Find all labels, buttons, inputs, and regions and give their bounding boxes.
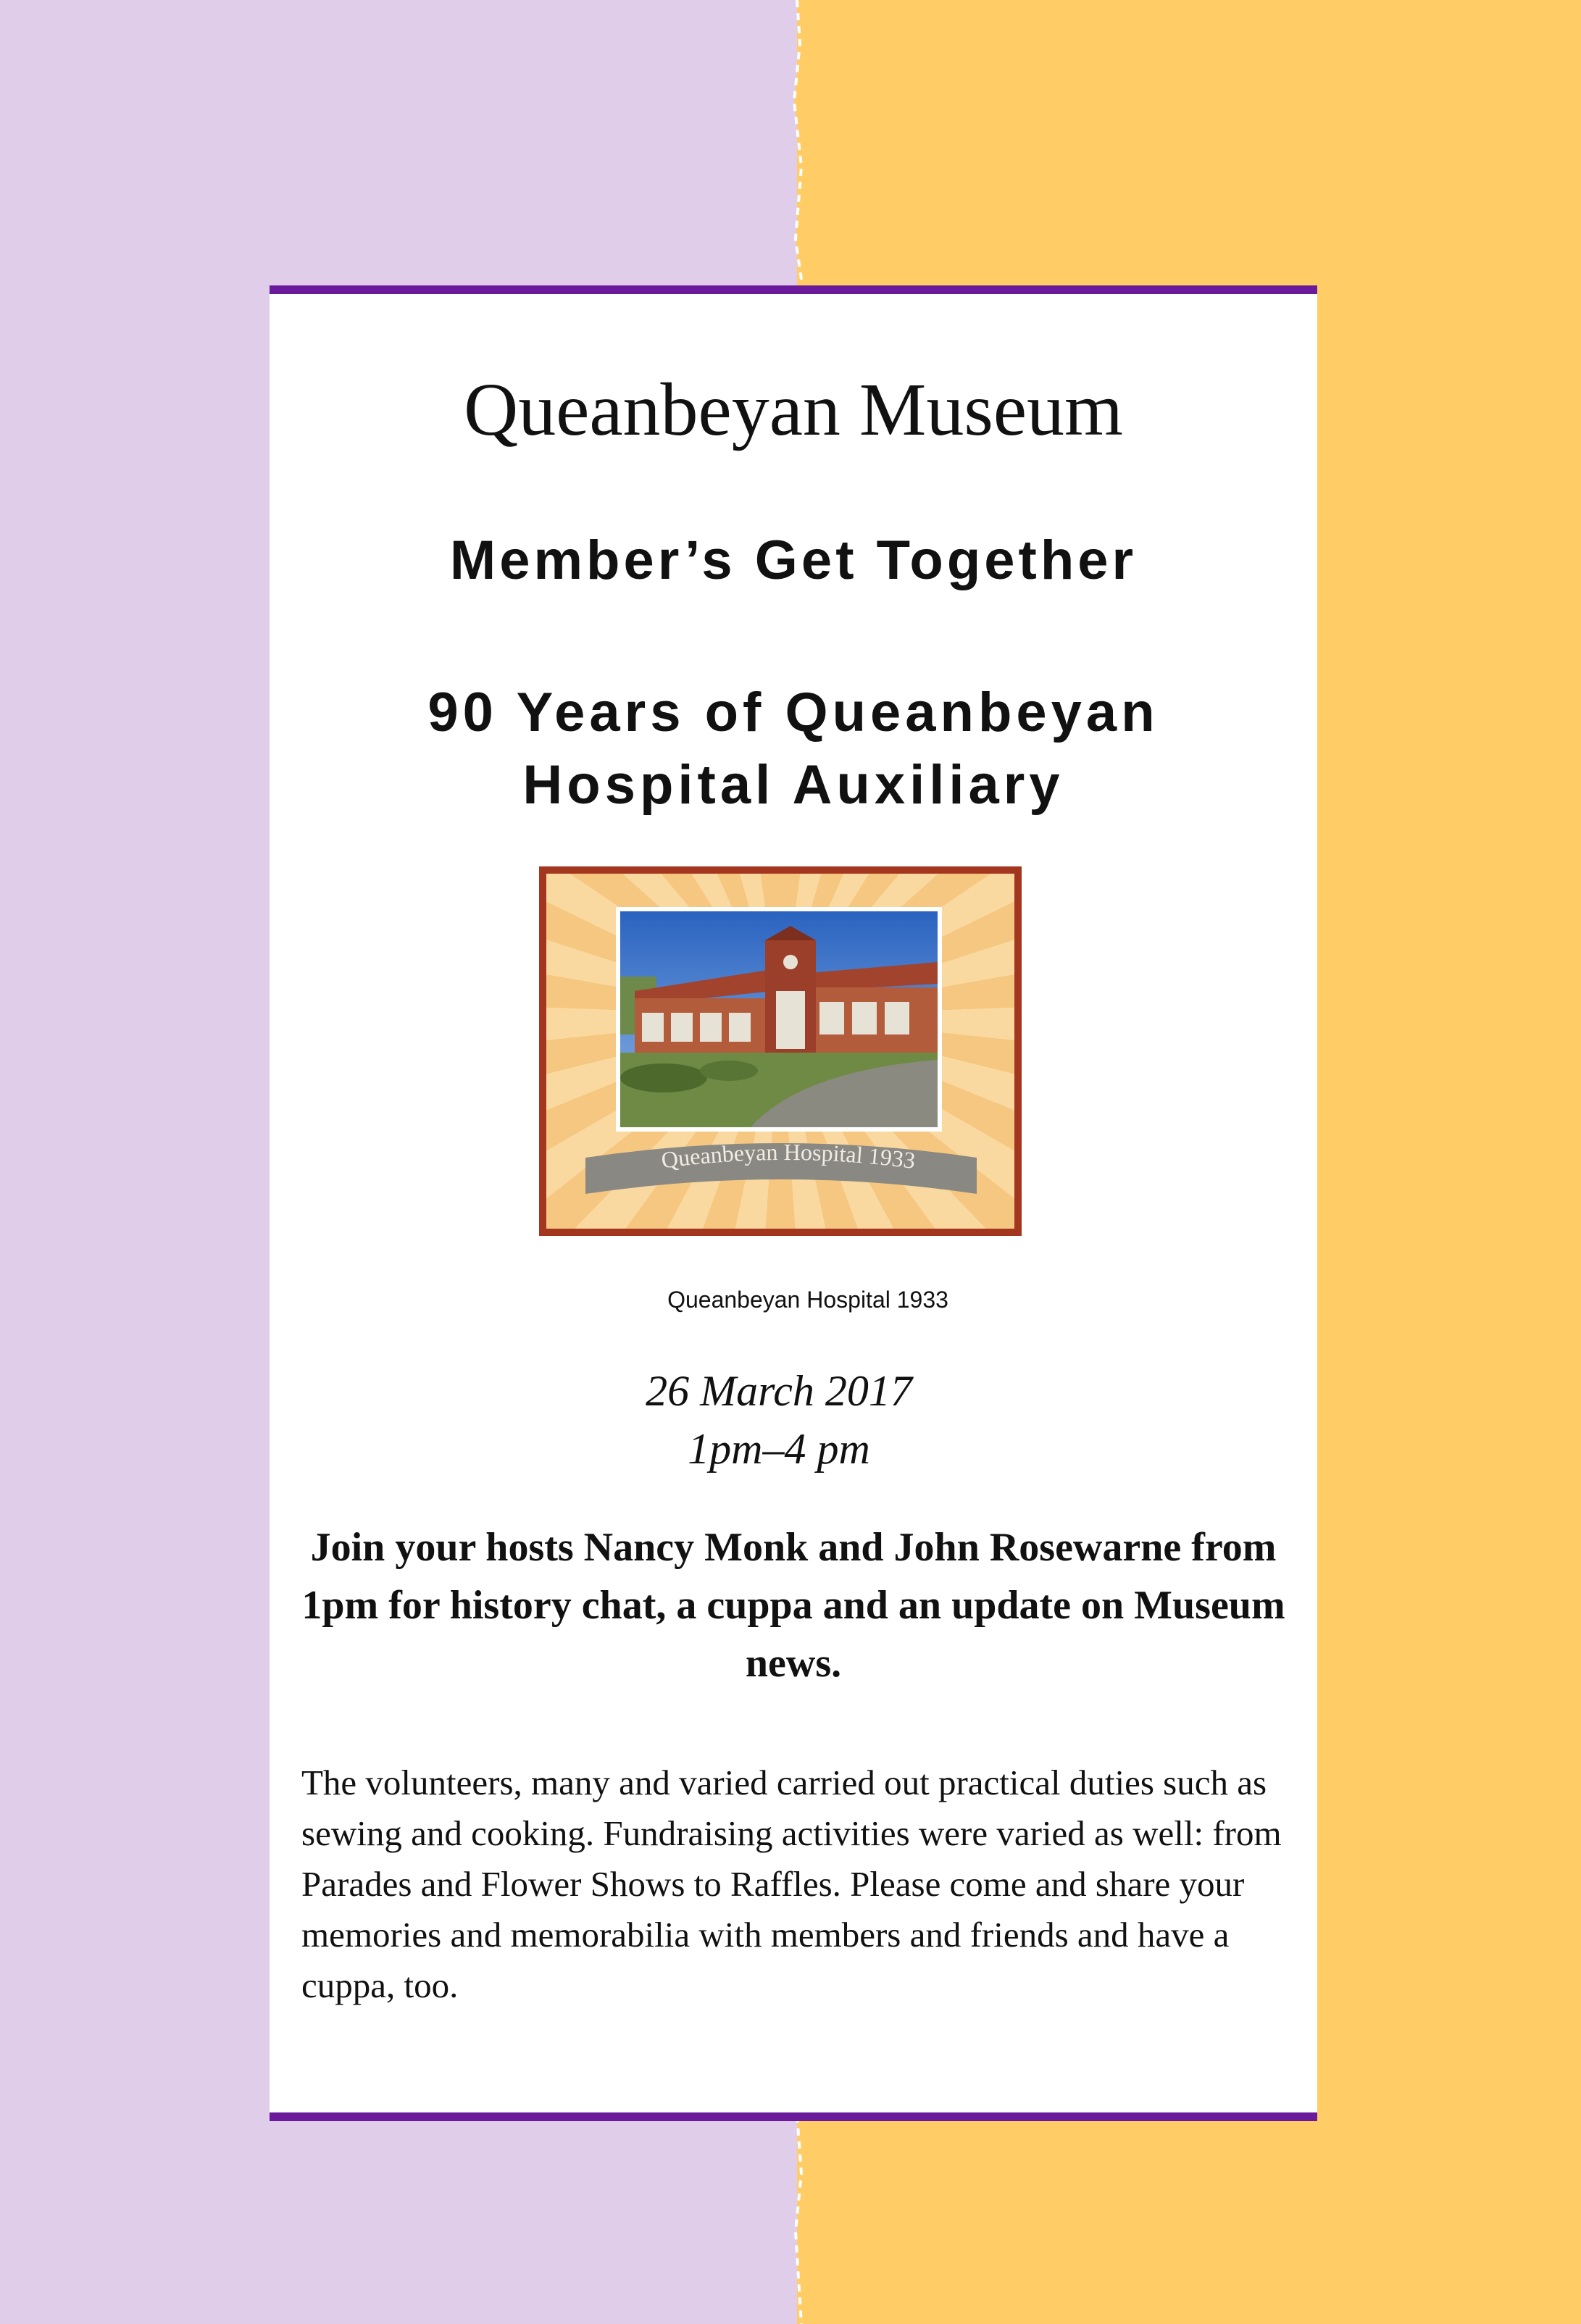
photo-banner-ribbon [585, 1129, 977, 1194]
event-subtitle: Member’s Get Together [449, 530, 1138, 591]
museum-title: Queanbeyan Museum [464, 368, 1123, 451]
description-paragraph: The volunteers, many and varied carried out practical duties such as sewing and cooking. Fundraising activities were varied as well: from Parades and Flower Shows to Raffles. Please come and share your memories and memorabilia with members and friends and have a cuppa, too. [301, 1763, 1282, 2005]
event-card [270, 285, 1317, 2121]
headline-line-2: Hospital Auxiliary [522, 754, 1064, 816]
hospital-photo-frame [539, 866, 1022, 1236]
photo-caption: Queanbeyan Hospital 1933 [667, 1287, 948, 1313]
event-date: 26 March 2017 [646, 1367, 912, 1415]
photo-sunburst-background [546, 874, 1014, 1229]
event-date-time [270, 1362, 1317, 1478]
hospital-photo [616, 907, 942, 1132]
event-headline [270, 677, 1317, 822]
headline-line-1: 90 Years of Queanbeyan [427, 682, 1159, 743]
hospital-building-illustration [620, 911, 938, 1127]
invitation-text: Join your hosts Nancy Monk and John Rosewarne from 1pm for history chat, a cuppa and an update on Museum news. [301, 1525, 1285, 1686]
banner-text: Queanbeyan Hospital 1933 [659, 1138, 917, 1174]
event-time: 1pm–4 pm [688, 1425, 870, 1473]
